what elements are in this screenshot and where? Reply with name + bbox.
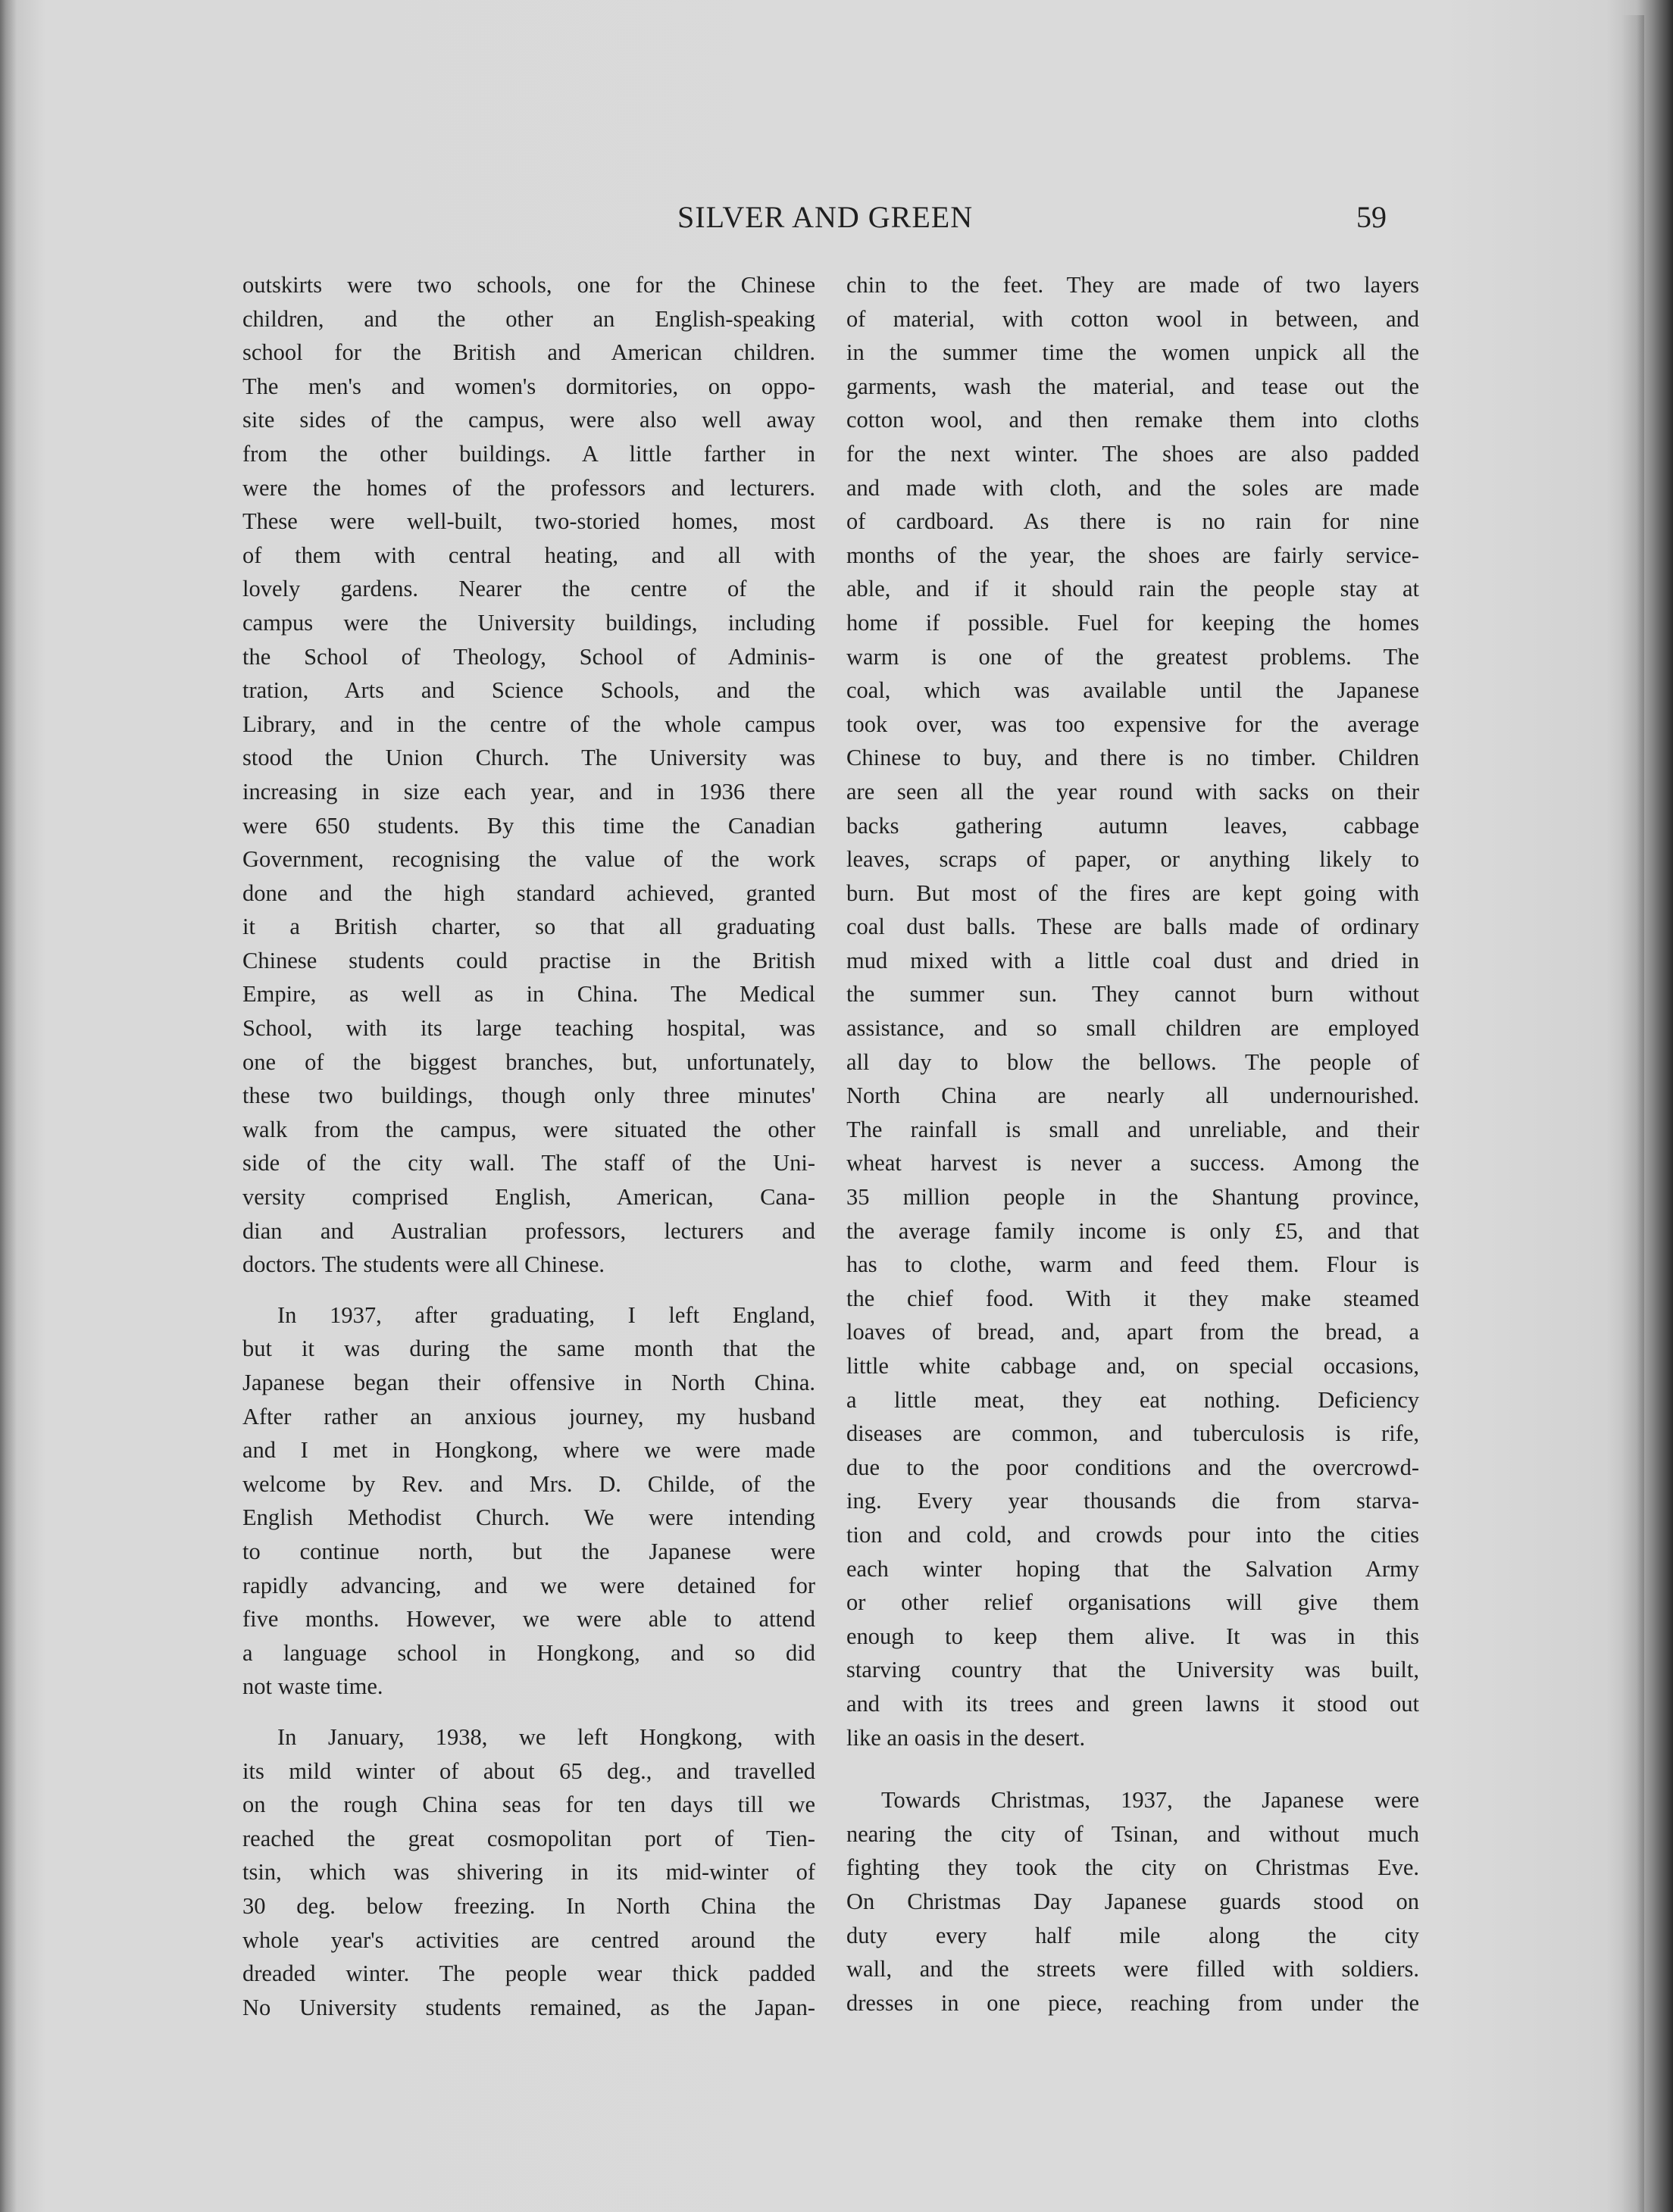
text-line: School, with its large teaching hospital, was <box>242 1015 815 1042</box>
text-line: In January, 1938, we left Hongkong, with <box>277 1723 815 1750</box>
right-paragraph-1 <box>846 268 1419 1754</box>
text-line: it a British charter, so that all graduating <box>242 914 815 940</box>
page-header <box>0 199 1673 237</box>
text-line: each winter hoping that the Salvation Army <box>846 1555 1419 1582</box>
text-line: the summer sun. They cannot burn without <box>846 981 1419 1008</box>
text-line: these two buildings, though only three minutes' <box>242 1083 815 1109</box>
text-line: nearing the city of Tsinan, and without much <box>846 1820 1419 1847</box>
left-column <box>242 268 815 2024</box>
text-line: able, and if it should rain the people stay at <box>846 576 1419 602</box>
text-line: took over, was too expensive for the average <box>846 711 1419 737</box>
text-line: After rather an anxious journey, my husband <box>242 1403 815 1429</box>
text-line: its mild winter of about 65 deg., and travelled <box>242 1757 815 1784</box>
paragraph-gap <box>242 1282 815 1298</box>
text-line: are seen all the year round with sacks on their <box>846 778 1419 805</box>
text-line: Government, recognising the value of the work <box>242 846 815 873</box>
text-line: On Christmas Day Japanese guards stood on <box>846 1888 1419 1914</box>
text-line: to continue north, but the Japanese were <box>242 1538 815 1564</box>
text-line: In 1937, after graduating, I left England, <box>277 1301 815 1328</box>
text-line: school for the British and American children. <box>242 339 815 366</box>
text-line: a little meat, they eat nothing. Deficiency <box>846 1386 1419 1413</box>
text-line: cotton wool, and then remake them into cloths <box>846 407 1419 433</box>
page-number: 59 <box>1356 200 1387 234</box>
text-line: and I met in Hongkong, where we were made <box>242 1437 815 1464</box>
right-paragraph-2 <box>846 1783 1419 2020</box>
paragraph-gap <box>242 1704 815 1720</box>
text-line: Chinese students could practise in the British <box>242 947 815 973</box>
text-line: walk from the campus, were situated the other <box>242 1116 815 1142</box>
text-line: or other relief organisations will give them <box>846 1589 1419 1616</box>
text-line: from the other buildings. A little farther in <box>242 440 815 467</box>
text-line: but it was during the same month that the <box>242 1336 815 1362</box>
text-line: coal, which was available until the Japanese <box>846 677 1419 704</box>
text-line: welcome by Rev. and Mrs. D. Childe, of the <box>242 1470 815 1497</box>
text-line: of cardboard. As there is no rain for nine <box>846 508 1419 535</box>
text-line: and made with cloth, and the soles are made <box>846 474 1419 501</box>
text-line: tsin, which was shivering in its mid-winter of <box>242 1859 815 1886</box>
text-line: of material, with cotton wool in between, and <box>846 305 1419 332</box>
text-line: doctors. The students were all Chinese. <box>242 1251 605 1278</box>
text-line: the chief food. With it they make steamed <box>846 1285 1419 1311</box>
text-line: dreaded winter. The people wear thick padded <box>242 1960 815 1987</box>
text-line: outskirts were two schools, one for the Chinese <box>242 272 815 298</box>
text-line: and with its trees and green lawns it stood out <box>846 1690 1419 1717</box>
text-line: Towards Christmas, 1937, the Japanese were <box>881 1787 1419 1814</box>
text-line: loaves of bread, and, apart from the bread, a <box>846 1319 1419 1345</box>
text-line: whole year's activities are centred around the <box>242 1926 815 1953</box>
text-line: the average family income is only £5, and that <box>846 1217 1419 1244</box>
text-line: backs gathering autumn leaves, cabbage <box>846 812 1419 839</box>
text-line: warm is one of the greatest problems. The <box>846 643 1419 670</box>
text-line: tion and cold, and crowds pour into the cities <box>846 1521 1419 1548</box>
text-line: wall, and the streets were filled with soldiers. <box>846 1956 1419 1982</box>
text-line: children, and the other an English-speaking <box>242 305 815 332</box>
text-line: garments, wash the material, and tease out the <box>846 373 1419 399</box>
text-line: starving country that the University was built, <box>846 1657 1419 1683</box>
text-line: Japanese began their offensive in North China. <box>242 1370 815 1395</box>
text-line: duty every half mile along the city <box>846 1922 1419 1948</box>
text-line: enough to keep them alive. It was in this <box>846 1623 1419 1649</box>
text-line: These were well-built, two-storied homes, most <box>242 508 815 535</box>
text-line: all day to blow the bellows. The people of <box>846 1048 1419 1075</box>
text-line: fighting they took the city on Christmas Eve. <box>846 1854 1419 1881</box>
text-line: home if possible. Fuel for keeping the homes <box>846 609 1419 636</box>
text-line: increasing in size each year, and in 1936 there <box>242 778 815 805</box>
text-line: for the next winter. The shoes are also padded <box>846 440 1419 467</box>
text-line: site sides of the campus, were also well away <box>242 407 815 433</box>
text-line: like an oasis in the desert. <box>846 1724 1086 1751</box>
text-line: the School of Theology, School of Adminis- <box>242 643 815 670</box>
right-column <box>846 268 1419 2020</box>
text-line: were 650 students. By this time the Canadian <box>242 812 815 839</box>
text-line: done and the high standard achieved, granted <box>242 879 815 906</box>
text-line: in the summer time the women unpick all the <box>846 339 1419 366</box>
text-line: rapidly advancing, and we were detained for <box>242 1572 815 1598</box>
text-line: not waste time. <box>242 1673 383 1700</box>
text-line: a language school in Hongkong, and so did <box>242 1639 815 1666</box>
text-line: burn. But most of the fires are kept going with <box>846 879 1419 906</box>
text-line: mud mixed with a little coal dust and dried in <box>846 947 1419 973</box>
text-line: little white cabbage and, on special occasions, <box>846 1353 1419 1379</box>
text-line: Library, and in the centre of the whole campus <box>242 711 815 737</box>
text-line: months of the year, the shoes are fairly service- <box>846 542 1419 568</box>
left-paragraph-1 <box>242 268 815 1282</box>
text-line: on the rough China seas for ten days till we <box>242 1792 815 1818</box>
text-line: due to the poor conditions and the overcrowd- <box>846 1454 1419 1480</box>
text-line: five months. However, we were able to attend <box>242 1606 815 1632</box>
text-line: leaves, scraps of paper, or anything likely to <box>846 846 1419 873</box>
text-line: has to clothe, warm and feed them. Flour is <box>846 1251 1419 1278</box>
text-line: chin to the feet. They are made of two layers <box>846 272 1419 298</box>
text-line: dresses in one piece, reaching from under the <box>846 1989 1419 2016</box>
text-line: The rainfall is small and unreliable, and their <box>846 1116 1419 1142</box>
left-paragraph-3 <box>242 1720 815 2024</box>
text-line: wheat harvest is never a success. Among the <box>846 1150 1419 1176</box>
text-line: one of the biggest branches, but, unfortunately, <box>242 1048 815 1075</box>
text-line: lovely gardens. Nearer the centre of the <box>242 576 815 602</box>
text-line: side of the city wall. The staff of the Uni- <box>242 1150 815 1176</box>
text-line: of them with central heating, and all with <box>242 542 815 568</box>
text-line: coal dust balls. These are balls made of ordinary <box>846 914 1419 940</box>
text-line: 30 deg. below freezing. In North China the <box>242 1892 815 1919</box>
text-line: The men's and women's dormitories, on oppo- <box>242 373 815 399</box>
text-line: 35 million people in the Shantung province, <box>846 1184 1419 1211</box>
paragraph-gap <box>846 1754 1419 1783</box>
text-line: campus were the University buildings, including <box>242 609 815 636</box>
text-line: English Methodist Church. We were intending <box>242 1504 815 1531</box>
text-line: were the homes of the professors and lecturers. <box>242 474 815 501</box>
text-line: Chinese to buy, and there is no timber. Children <box>846 745 1419 771</box>
running-head: SILVER AND GREEN <box>677 200 974 234</box>
text-line: North China are nearly all undernourished. <box>846 1083 1419 1109</box>
text-line: No University students remained, as the Japan- <box>242 1994 815 2020</box>
text-line: reached the great cosmopolitan port of Tien- <box>242 1825 815 1851</box>
text-line: versity comprised English, American, Cana- <box>242 1184 815 1211</box>
text-line: dian and Australian professors, lecturers and <box>242 1217 815 1244</box>
text-line: diseases are common, and tuberculosis is rife, <box>846 1420 1419 1447</box>
text-line: assistance, and so small children are employed <box>846 1015 1419 1042</box>
text-line: stood the Union Church. The University was <box>242 745 815 771</box>
text-line: ing. Every year thousands die from starva- <box>846 1488 1419 1514</box>
page-edge-shadow <box>1621 15 1644 2212</box>
text-line: tration, Arts and Science Schools, and the <box>242 677 815 704</box>
left-paragraph-2 <box>242 1298 815 1704</box>
text-line: Empire, as well as in China. The Medical <box>242 981 815 1008</box>
